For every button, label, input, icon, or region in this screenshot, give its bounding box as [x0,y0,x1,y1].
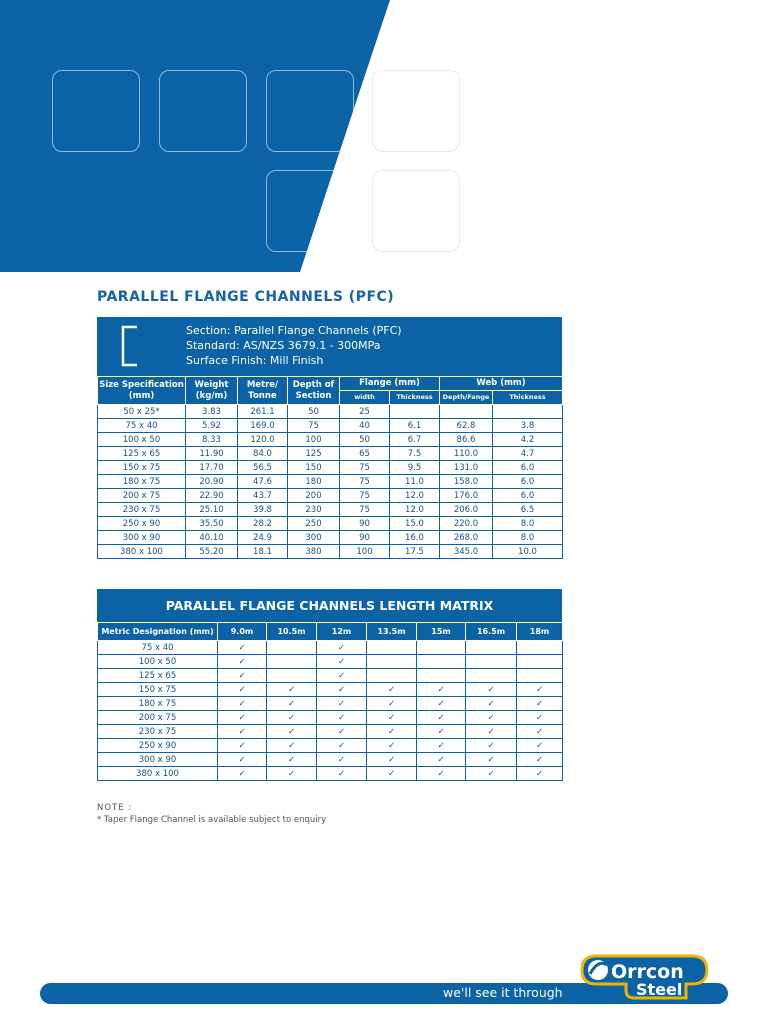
availability-check-cell: ✓ [466,725,517,739]
header-length: 18m [517,623,563,641]
availability-check-cell: ✓ [367,753,417,767]
table-cell: 9.5 [390,461,440,475]
table-cell: 110.0 [440,447,493,461]
availability-check-cell: ✓ [218,683,267,697]
table-cell: 16.0 [390,531,440,545]
header-length: 15m [417,623,466,641]
table-cell: 47.6 [238,475,288,489]
table-cell: 62.8 [440,419,493,433]
availability-check-cell: ✓ [417,767,466,781]
table-cell: 90 [340,531,390,545]
availability-check-cell: ✓ [517,697,563,711]
table-cell: 7.5 [390,447,440,461]
table-cell: 125 x 65 [98,447,186,461]
availability-check-cell: ✓ [317,767,367,781]
table-cell: 12.0 [390,489,440,503]
table-row [98,739,563,753]
availability-check-cell: ✓ [466,739,517,753]
availability-check-cell: ✓ [218,767,267,781]
designation-cell: 300 x 90 [98,753,218,767]
table-cell: 206.0 [440,503,493,517]
table-row [98,683,563,697]
table-cell: 250 [288,517,340,531]
availability-check-cell [367,669,417,683]
decor-square [372,170,460,252]
designation-cell: 180 x 75 [98,697,218,711]
table-row [98,517,563,531]
table-cell: 40 [340,419,390,433]
table-cell: 3.83 [186,405,238,419]
table-cell: 150 x 75 [98,461,186,475]
table-cell: 90 [340,517,390,531]
decor-square [266,70,354,152]
header-web-depth: Depth/Fange [440,391,493,405]
availability-check-cell: ✓ [367,697,417,711]
table-cell: 200 x 75 [98,489,186,503]
table-cell: 250 x 90 [98,517,186,531]
availability-check-cell: ✓ [367,767,417,781]
header-length: 12m [317,623,367,641]
availability-check-cell: ✓ [218,641,267,655]
header-flange-width: width [340,391,390,405]
table-cell: 4.2 [493,433,563,447]
table-row [98,545,563,559]
availability-check-cell: ✓ [267,739,317,753]
table-row [98,697,563,711]
orrcon-steel-logo [580,953,710,1001]
header-length: 9.0m [218,623,267,641]
table-cell: 300 [288,531,340,545]
logo-text-steel: Steel [636,980,683,999]
availability-check-cell: ✓ [466,767,517,781]
table-cell: 125 [288,447,340,461]
availability-check-cell: ✓ [267,711,317,725]
availability-check-cell: ✓ [367,683,417,697]
table-cell: 100 [288,433,340,447]
table-cell: 15.0 [390,517,440,531]
designation-cell: 230 x 75 [98,725,218,739]
availability-check-cell: ✓ [317,641,367,655]
table-row [98,655,563,669]
table-cell: 6.0 [493,489,563,503]
availability-check-cell: ✓ [317,753,367,767]
table-cell: 300 x 90 [98,531,186,545]
table-cell: 230 [288,503,340,517]
header-web: Web (mm) [440,377,563,391]
table-row [98,489,563,503]
section-info-panel [97,317,562,376]
decor-square [372,70,460,152]
table-cell: 28.2 [238,517,288,531]
availability-check-cell: ✓ [417,753,466,767]
table-cell: 12.0 [390,503,440,517]
table-cell: 380 x 100 [98,545,186,559]
availability-check-cell [267,669,317,683]
table-cell: 8.33 [186,433,238,447]
table-cell: 40.10 [186,531,238,545]
header-depth: Depth of Section [288,377,340,405]
designation-cell: 250 x 90 [98,739,218,753]
availability-check-cell [417,641,466,655]
table-cell: 24.9 [238,531,288,545]
header-metre-tonne: Metre/ Tonne [238,377,288,405]
table-cell: 180 x 75 [98,475,186,489]
note-label: NOTE : [97,803,133,813]
standard-line: Standard: AS/NZS 3679.1 - 300MPa [186,339,381,352]
decor-square [266,170,354,252]
table-cell: 75 [288,419,340,433]
table-cell: 4.7 [493,447,563,461]
table-cell: 75 [340,503,390,517]
availability-check-cell: ✓ [417,739,466,753]
table-cell: 35.50 [186,517,238,531]
table-cell: 169.0 [238,419,288,433]
designation-cell: 100 x 50 [98,655,218,669]
table-row [98,405,563,419]
header-size: Size Specification (mm) [98,377,186,405]
header-length: 10.5m [267,623,317,641]
availability-check-cell [367,641,417,655]
table-cell: 55.20 [186,545,238,559]
availability-check-cell: ✓ [367,725,417,739]
table-row [98,725,563,739]
table-row [98,475,563,489]
availability-check-cell: ✓ [417,697,466,711]
designation-cell: 125 x 65 [98,669,218,683]
availability-check-cell: ✓ [517,767,563,781]
availability-check-cell: ✓ [466,753,517,767]
availability-check-cell [517,641,563,655]
availability-check-cell: ✓ [317,655,367,669]
availability-check-cell: ✓ [417,683,466,697]
table-cell: 43.7 [238,489,288,503]
availability-check-cell: ✓ [317,683,367,697]
table-cell: 3.8 [493,419,563,433]
header-flange: Flange (mm) [340,377,440,391]
table-cell: 176.0 [440,489,493,503]
table-row [98,461,563,475]
table-cell [493,405,563,419]
table-cell: 380 [288,545,340,559]
availability-check-cell: ✓ [218,669,267,683]
availability-check-cell [466,641,517,655]
decor-square [159,70,247,152]
table-cell: 11.0 [390,475,440,489]
availability-check-cell: ✓ [466,711,517,725]
table-row [98,447,563,461]
table-row [98,531,563,545]
table-cell: 50 [340,433,390,447]
header-length: 16.5m [466,623,517,641]
note [97,802,326,826]
availability-check-cell: ✓ [317,739,367,753]
table-cell: 8.0 [493,531,563,545]
availability-check-cell [517,669,563,683]
table-cell: 100 [340,545,390,559]
table-cell: 6.1 [390,419,440,433]
designation-cell: 380 x 100 [98,767,218,781]
table-row [98,669,563,683]
table-cell: 5.92 [186,419,238,433]
availability-check-cell [466,655,517,669]
table-cell: 56.5 [238,461,288,475]
availability-check-cell: ✓ [267,697,317,711]
availability-check-cell [367,655,417,669]
designation-cell: 75 x 40 [98,641,218,655]
availability-check-cell: ✓ [218,655,267,669]
availability-check-cell: ✓ [517,739,563,753]
availability-check-cell: ✓ [367,711,417,725]
table-cell: 220.0 [440,517,493,531]
table-cell: 25.10 [186,503,238,517]
availability-check-cell: ✓ [218,739,267,753]
table-row [98,767,563,781]
availability-check-cell: ✓ [417,711,466,725]
table-row [98,753,563,767]
header-weight: Weight (kg/m) [186,377,238,405]
availability-check-cell: ✓ [218,753,267,767]
table-cell: 75 [340,475,390,489]
availability-check-cell: ✓ [218,711,267,725]
availability-check-cell: ✓ [267,725,317,739]
table-cell: 86.6 [440,433,493,447]
availability-check-cell: ✓ [367,739,417,753]
designation-cell: 200 x 75 [98,711,218,725]
availability-check-cell: ✓ [517,683,563,697]
availability-check-cell [517,655,563,669]
finish-line: Surface Finish: Mill Finish [186,354,324,367]
availability-check-cell: ✓ [317,669,367,683]
table-cell: 75 [340,489,390,503]
note-text: * Taper Flange Channel is available subject to enquiry [97,815,327,825]
table-cell: 120.0 [238,433,288,447]
table-cell: 6.7 [390,433,440,447]
availability-check-cell: ✓ [267,683,317,697]
table-cell: 200 [288,489,340,503]
availability-check-cell: ✓ [267,767,317,781]
availability-check-cell [466,669,517,683]
table-cell: 22.90 [186,489,238,503]
table-row [98,711,563,725]
availability-check-cell: ✓ [218,725,267,739]
section-line: Section: Parallel Flange Channels (PFC) [186,324,402,337]
availability-check-cell [417,655,466,669]
availability-check-cell [267,655,317,669]
availability-check-cell: ✓ [466,683,517,697]
length-matrix-table [97,622,563,781]
header-flange-thickness: Thickness [390,391,440,405]
table-cell: 65 [340,447,390,461]
table-cell: 75 [340,461,390,475]
availability-check-cell: ✓ [517,711,563,725]
table-row [98,503,563,517]
header-web-thickness: Thickness [493,391,563,405]
availability-check-cell: ✓ [417,725,466,739]
table-cell: 18.1 [238,545,288,559]
table-cell: 25 [340,405,390,419]
table-row [98,419,563,433]
table-cell: 131.0 [440,461,493,475]
table-cell: 10.0 [493,545,563,559]
table-cell: 158.0 [440,475,493,489]
decor-square [52,70,140,152]
availability-check-cell: ✓ [317,725,367,739]
logo-text-orrcon: Orrcon [611,961,684,983]
table-row [98,433,563,447]
channel-section-icon [119,325,139,367]
availability-check-cell: ✓ [267,753,317,767]
table-cell: 150 [288,461,340,475]
table-cell: 17.5 [390,545,440,559]
designation-cell: 150 x 75 [98,683,218,697]
table-cell: 50 x 25* [98,405,186,419]
table-cell: 6.5 [493,503,563,517]
matrix-title: PARALLEL FLANGE CHANNELS LENGTH MATRIX [97,589,562,622]
table-cell: 39.8 [238,503,288,517]
header-length: 13.5m [367,623,417,641]
table-cell: 230 x 75 [98,503,186,517]
availability-check-cell: ✓ [517,725,563,739]
table-cell: 8.0 [493,517,563,531]
availability-check-cell: ✓ [517,753,563,767]
availability-check-cell [267,641,317,655]
availability-check-cell [417,669,466,683]
pfc-properties-table [97,376,563,559]
table-cell: 6.0 [493,461,563,475]
table-cell: 180 [288,475,340,489]
table-cell: 268.0 [440,531,493,545]
table-cell: 11.90 [186,447,238,461]
table-cell: 75 x 40 [98,419,186,433]
availability-check-cell: ✓ [218,697,267,711]
table-cell: 84.0 [238,447,288,461]
table-cell: 345.0 [440,545,493,559]
header-designation: Metric Designation (mm) [98,623,218,641]
page-title: PARALLEL FLANGE CHANNELS (PFC) [97,289,395,305]
table-cell: 261.1 [238,405,288,419]
table-row [98,641,563,655]
table-cell [440,405,493,419]
tagline: we'll see it through [443,985,563,1000]
table-cell: 17.70 [186,461,238,475]
availability-check-cell: ✓ [317,697,367,711]
availability-check-cell: ✓ [317,711,367,725]
availability-check-cell: ✓ [466,697,517,711]
table-cell: 20.90 [186,475,238,489]
table-cell [390,405,440,419]
table-cell: 50 [288,405,340,419]
table-cell: 6.0 [493,475,563,489]
table-cell: 100 x 50 [98,433,186,447]
